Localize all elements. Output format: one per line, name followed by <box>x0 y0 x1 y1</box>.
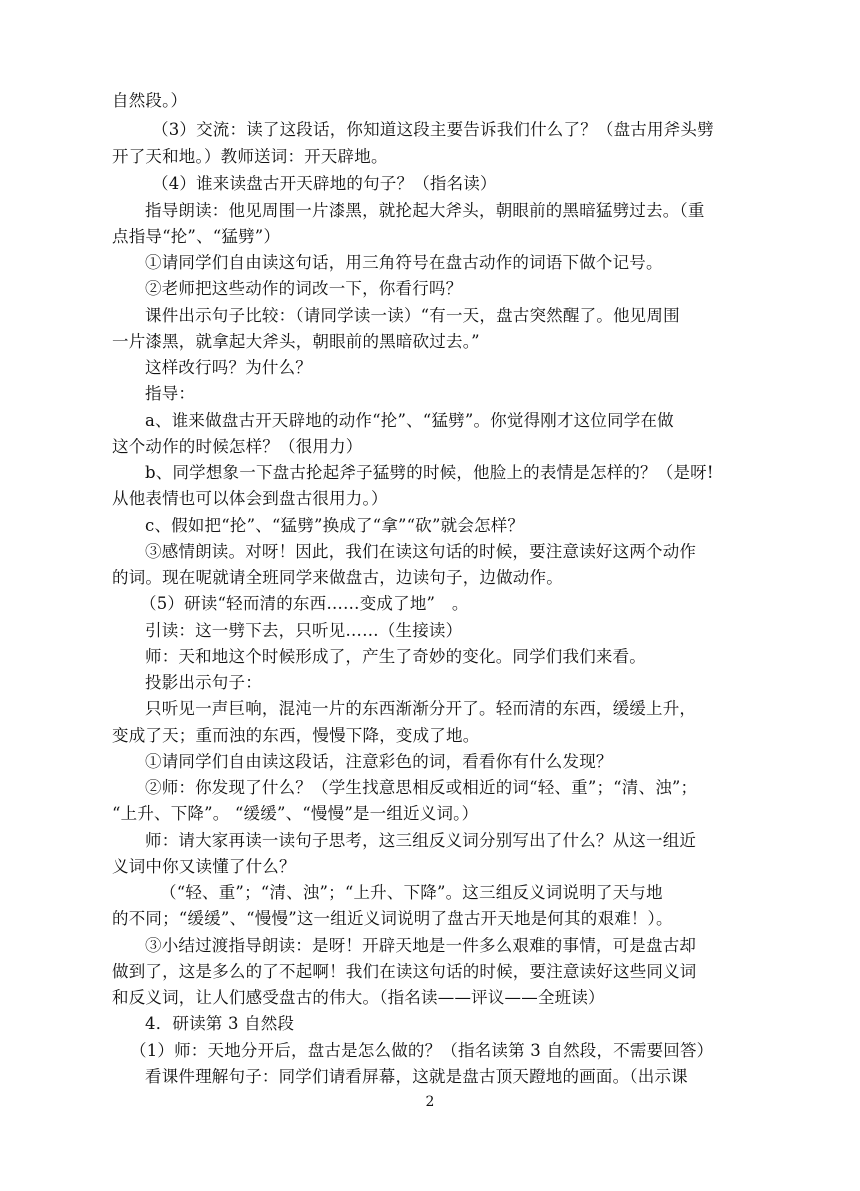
text-line: （1）师：天地分开后，盘古是怎么做的？（指名读第 3 自然段，不需要回答） <box>130 1041 714 1060</box>
text-line: 义词中你又读懂了什么？ <box>112 857 296 876</box>
text-line: 从他表情也可以体会到盘古很用力。） <box>112 489 388 508</box>
text-line: ①请同学们自由读这句话，用三角符号在盘古动作的词语下做个记号。 <box>145 253 663 272</box>
text-line: 师：天和地这个时候形成了，产生了奇妙的变化。同学们我们来看。 <box>145 647 646 666</box>
text-line: 指导朗读：他见周围一片漆黑，就抡起大斧头，朝眼前的黑暗猛劈过去。（重 <box>145 201 705 220</box>
text-line: a、谁来做盘古开天辟地的动作“抡”、“猛劈”。你觉得刚才这位同学在做 <box>145 411 674 430</box>
text-line: 引读：这一劈下去，只听见……（生接读） <box>145 621 463 640</box>
text-line: 变成了天；重而浊的东西，慢慢下降，变成了地。 <box>112 726 480 745</box>
text-line: ①请同学们自由读这段话，注意彩色的词，看看你有什么发现？ <box>145 752 613 771</box>
text-line: 开了天和地。）教师送词：开天辟地。 <box>112 147 388 166</box>
text-line: b、同学想象一下盘古抡起斧子猛劈的时候，他脸上的表情是怎样的？（是呀! <box>145 463 714 482</box>
text-line: 的不同；“缓缓”、“慢慢”这一组近义词说明了盘古开天地是何其的艰难！）。 <box>112 909 673 928</box>
text-line: c、假如把“抡”、“猛劈”换成了“拿”“砍”就会怎样？ <box>145 516 525 535</box>
text-line: “上升、下降”。 “缓缓”、“慢慢”是一组近义词。） <box>112 804 479 823</box>
text-line: 看课件理解句子：同学们请看屏幕，这就是盘古顶天蹬地的画面。（出示课 <box>145 1067 688 1086</box>
page-number: 2 <box>425 1094 435 1110</box>
text-line: 只听见一声巨响，混沌一片的东西渐渐分开了。轻而清的东西，缓缓上升， <box>145 699 697 718</box>
text-line: 做到了，这是多么的了不起啊！我们在读这句话的时候，要注意读好这些同义词 <box>112 962 697 981</box>
text-line: 和反义词，让人们感受盘古的伟大。（指名读——评议——全班读） <box>112 988 605 1007</box>
text-line: （5）研读“轻而清的东西……变成了地” 。 <box>140 594 469 613</box>
text-line: 投影出示句子： <box>145 673 262 692</box>
text-line: 4．研读第 3 自然段 <box>145 1014 295 1033</box>
text-line: ③小结过渡指导朗读：是呀！开辟天地是一件多么艰难的事情，可是盘古却 <box>145 936 697 955</box>
text-line: 自然段。） <box>112 91 188 110</box>
text-line: ②师：你发现了什么？（学生找意思相反或相近的词“轻、重”；“清、浊”； <box>145 778 698 797</box>
text-line: 课件出示句子比较：（请同学读一读）“有一天，盘古突然醒了。他见周围 <box>145 306 680 325</box>
text-line: 指导： <box>145 384 196 403</box>
text-line: （4）谁来读盘古开天辟地的句子？（指名读） <box>152 174 497 193</box>
text-line: 这个动作的时候怎样？（很用力） <box>112 437 363 456</box>
text-line: （“轻、重”；“清、浊”；“上升、下降”。这三组反义词说明了天与地 <box>160 883 663 902</box>
text-line: 点指导“抡”、“猛劈”） <box>112 227 281 246</box>
text-line: 一片漆黑，就拿起大斧头，朝眼前的黑暗砍过去。” <box>112 332 480 351</box>
text-line: 这样改行吗？为什么？ <box>145 358 312 377</box>
text-line: 师：请大家再读一读句子思考，这三组反义词分别写出了什么？从这一组近 <box>145 831 697 850</box>
text-line: ③感情朗读。对呀！因此，我们在读这句话的时候，要注意读好这两个动作 <box>145 542 697 561</box>
text-line: （3）交流：读了这段话，你知道这段主要告诉我们什么了？（盘古用斧头劈 <box>152 120 714 139</box>
text-line: ②老师把这些动作的词改一下，你看行吗？ <box>145 279 463 298</box>
text-line: 的词。现在呢就请全班同学来做盘古，边读句子，边做动作。 <box>112 568 563 587</box>
